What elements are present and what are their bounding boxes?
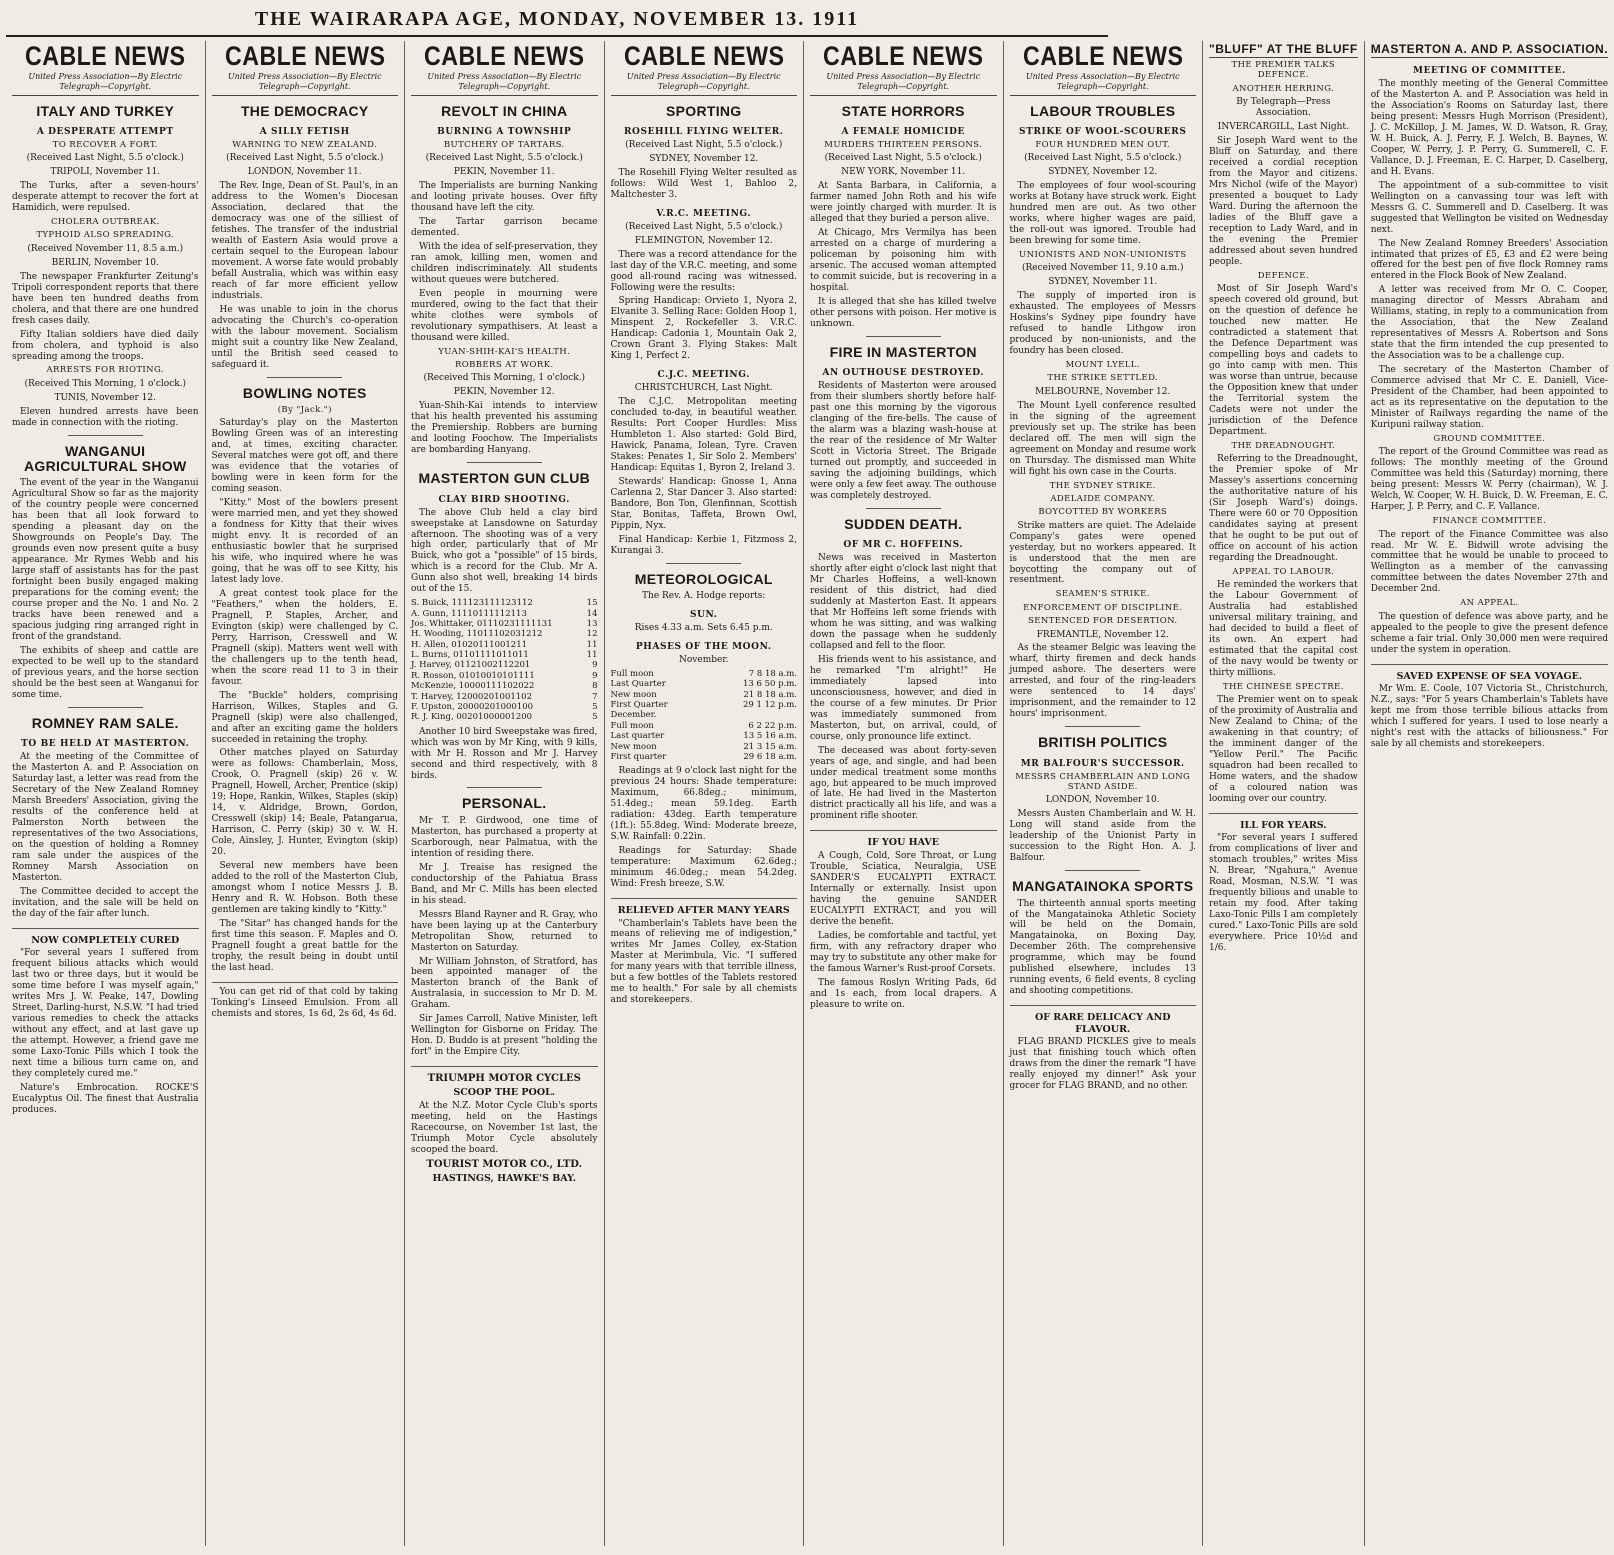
table-cell: 7 — [592, 691, 598, 702]
table-cell: 11 — [586, 639, 598, 650]
headline: ROMNEY RAM SALE. — [31, 714, 179, 731]
table-cell: 29 6 18 a.m. — [743, 751, 797, 762]
minor-heading: GROUND COMMITTEE. — [1433, 434, 1546, 444]
article-paragraph: FLAG BRAND PICKLES give to meals just that finishing touch which often draws from the diner the remark "I have really enjoyed my dinner!" Ask your grocer for FLAG BRAND, and no other. — [1009, 1037, 1196, 1092]
article-paragraph: The famous Roslyn Writing Pads, 6d and 1s each, from local drapers. A pleasure to write on. — [810, 977, 997, 1010]
headline: ITALY AND TURKEY — [36, 102, 175, 119]
table-cell: Jos. Whittaker, 01110231111131 — [411, 619, 553, 630]
article-paragraph: The report of the Finance Committee was also read. Mr W. E. Bidwill wrote advising the committee that he would be unable to proceed to Wellington as a member of the canvassing committee between the dates November 27th and December 2nd. — [1370, 529, 1609, 595]
table-row — [411, 619, 598, 629]
article-paragraph: Strike matters are quiet. The Adelaide Company's gates were opened yesterday, but no workers appeared. It is understood that the men are boycotting the company out of resentment. — [1009, 520, 1196, 586]
article-paragraph: The secretary of the Masterton Chamber of Commerce advised that Mr C. E. Daniell, Vice-President of the Chamber, had been appointed to act as its representative on the deputation to the Minister of Railways regarding the name of the Kuripuni railway station. — [1370, 365, 1609, 431]
column-grid — [6, 41, 1609, 1546]
column-1 — [6, 41, 206, 1546]
article-paragraph: You can get rid of that cold by taking Tonking's Linseed Emulsion. From all chemists and stores, 1s 6d, 2s 6d, 4s 6d. — [211, 986, 398, 1019]
article-paragraph: As the steamer Belgic was leaving the wharf, thirty firemen and deck hands jumped ashore. The deserters were arrested, and four of the ring-leaders were sentenced to 14 days' imprisonment, and the remainder to 12 hours' imprisonment. — [1009, 643, 1196, 720]
table-cell: New moon — [610, 689, 657, 700]
article-paragraph: The supply of imported iron is exhausted. The employees of Messrs Hoskins's Sydney pipe foundry have refused to handle Lithgow iron produced by non-unionists, and the foundry has been closed. — [1009, 291, 1196, 357]
subheadline: BURNING A TOWNSHIP — [437, 126, 572, 137]
minor-heading: ANOTHER HERRING. — [1232, 83, 1335, 94]
section-divider — [467, 787, 542, 788]
article-paragraph: Fifty Italian soldiers have died daily from cholera, and typhoid is also spreading among the troops. — [12, 329, 199, 362]
section-divider — [666, 563, 741, 564]
table-cell: First quarter — [610, 751, 667, 762]
table-cell: H. Allen, 01020111001211 — [411, 639, 528, 650]
section-divider — [866, 336, 941, 337]
table-cell: First Quarter — [610, 700, 668, 711]
ad-heading: OF RARE DELICACY AND FLAVOUR. — [1034, 1012, 1171, 1035]
table-row — [611, 690, 798, 700]
section-divider — [68, 707, 143, 708]
section-divider — [467, 462, 542, 463]
press-credit: United Press Association—By Electric Telegraph—Copyright. — [12, 72, 199, 96]
advertisement-divider — [1371, 664, 1608, 669]
minor-heading: BUTCHERY OF TARTARS. — [443, 139, 565, 150]
subheadline: CLAY BIRD SHOOTING. — [438, 494, 571, 505]
article-paragraph: Readings at 9 o'clock last night for the previous 24 hours: Shade temperature: Maximum, 66.8deg.; minimum, 51.4deg.; mean 59.1deg. Earth radiation: 43deg. Earth temperature (1ft.): 55.8deg. Wind: Moderate breeze, S.W. Rainfall: 0.22in. — [610, 766, 797, 843]
section-divider — [1065, 726, 1140, 727]
column-title: CABLE NEWS — [424, 41, 585, 71]
article-paragraph: "Kitty." Most of the bowlers present were married men, and yet they showed a fondness for Kitty that their wives might envy. It is recorded of an enthusiastic bowler that he surprised his wife, who inquired where he was going, that he was off to see Kitty, his latest lady love. — [211, 498, 398, 585]
article-paragraph: The Imperialists are burning Nanking and looting private houses. Over fifty thousand have left the city. — [411, 181, 598, 214]
table-cell: 13 5 16 a.m. — [743, 731, 797, 742]
dateline: PEKIN, November 11. — [453, 167, 555, 178]
article-paragraph: The Rosehill Flying Welter resulted as follows: Wild West 1, Bahloo 2, Maltchester 3. — [610, 167, 797, 200]
subheadline: A FEMALE HOMICIDE — [841, 126, 965, 137]
article-paragraph: He was unable to join in the chorus advocating the Church's co-operation with the labour movement. Socialism might suit a country like New Zealand, until the British seed ceased to safeguard it. — [211, 304, 398, 370]
table-cell: R. Rosson, 01010010101111 — [411, 670, 535, 681]
table-cell: Full moon — [610, 720, 654, 731]
table-row — [611, 679, 798, 689]
minor-heading: WARNING TO NEW ZEALAND. — [232, 139, 378, 150]
section-divider — [1065, 870, 1140, 871]
dateline: TUNIS, November 12. — [54, 392, 156, 403]
advertisement-divider — [12, 928, 199, 933]
dateline: (Received This Morning, 1 o'clock.) — [24, 378, 187, 389]
table-cell: Last quarter — [610, 731, 665, 742]
article-paragraph: With the idea of self-preservation, they ran amok, killing men, women and children indiscriminately. All students without queues were butchered. — [411, 242, 598, 285]
dateline: LONDON, November 11. — [247, 167, 362, 178]
article-paragraph: Final Handicap: Kerbie 1, Fitzmoss 2, Kurangai 3. — [610, 534, 797, 556]
headline: WANGANUI AGRICULTURAL SHOW — [24, 442, 187, 475]
article-paragraph: Mr J. Treaise has resigned the conductorship of the Pahiatua Brass Band, and Mr C. Mills has been elected in his stead. — [411, 862, 598, 906]
table-cell: A. Gunn, 11110111112113 — [411, 608, 527, 619]
article-paragraph: The appointment of a sub-committee to visit Wellington on a canvassing tour was left with Messrs G. C. Summerell and D. Caselberg. It was suggested that Wellington be visited on Wednesday next. — [1370, 180, 1609, 235]
headline: STATE HORRORS — [841, 102, 965, 119]
dateline: (Received Last Night, 5.5 o'clock.) — [1024, 153, 1182, 164]
column-7 — [1203, 41, 1365, 1546]
table-row — [611, 752, 798, 762]
dateline: (Received Last Night, 5.5 o'clock.) — [625, 139, 783, 150]
dateline: (Received Last Night, 5.5 o'clock.) — [625, 221, 783, 232]
headline: LABOUR TROUBLES — [1030, 102, 1176, 119]
ad-heading: RELIEVED AFTER MANY YEARS — [617, 904, 790, 916]
article-paragraph: The report of the Ground Committee was read as follows: The monthly meeting of the Ground Committee was held this (Saturday) morning, there being present: Messrs W. Perry (chairman), W. J. Welch, W. Cooper, W. H. Buick, D. W. Freeman, E. C. Harper, J. P. Perry, and C. F. Vallance. — [1370, 447, 1609, 513]
table-row — [411, 640, 598, 650]
minor-heading: MURDERS THIRTEEN PERSONS. — [824, 139, 983, 150]
headline: PERSONAL. — [462, 795, 547, 812]
subheadline: A DESPERATE ATTEMPT — [36, 126, 174, 137]
data-table — [411, 598, 598, 722]
subheadline: SUN. — [689, 610, 718, 621]
article-paragraph: The Tartar garrison became demented. — [411, 217, 598, 239]
minor-heading: THE PREMIER TALKS DEFENCE. — [1231, 60, 1336, 81]
headline: THE DEMOCRACY — [240, 102, 369, 119]
table-row — [611, 710, 798, 720]
headline: SUDDEN DEATH. — [844, 515, 963, 532]
table-cell: S. Buick, 111123111123112 — [411, 598, 533, 609]
minor-heading: (By "Jack.") — [277, 405, 332, 416]
column-8 — [1365, 41, 1614, 1546]
minor-heading: MESSRS CHAMBERLAIN AND LONG STAND ASIDE. — [1015, 771, 1191, 792]
article-paragraph: The employees of four wool-scouring works at Botany have struck work. Eight hundred men are out. As two other works, where higher wages are paid, the roll-out was ignored. Trouble had been brewing for some time. — [1009, 181, 1196, 246]
dateline: FREMANTLE, November 12. — [1036, 629, 1169, 640]
column-title: CABLE NEWS — [25, 41, 186, 71]
headline: SPORTING — [665, 102, 742, 119]
dateline: BERLIN, November 10. — [51, 257, 159, 268]
table-row — [411, 629, 598, 639]
article-paragraph: Even people in mourning were murdered, owing to the fact that their white clothes were symbols of revolutionary sympathisers. At least a thousand were killed. — [411, 288, 598, 343]
ad-heading: HASTINGS, HAWKE'S BAY. — [432, 1173, 577, 1185]
article-paragraph: Messrs Bland Rayner and R. Gray, who have been laying up at the Canterbury Metropolitan Show, returned to Masterton on Saturday. — [411, 909, 598, 953]
article-paragraph: The newspaper Frankfurter Zeitung's Tripoli correspondent reports that there have been ten hundred deaths from cholera, and that there are one hundred fresh cases daily. — [12, 271, 199, 326]
article-paragraph: Residents of Masterton were aroused from their slumbers shortly before half-past one this morning by the vigorous clanging of the fire-bells. The cause of the alarm was a blazing wash-house at the rear of the residence of Mr Walter Scott in Victoria Street. The Brigade turned out promptly, and succeeded in saving the adjoining buildings, which were only a few feet away. The outhouse was completely destroyed. — [810, 381, 997, 501]
table-cell: Last Quarter — [610, 679, 666, 690]
article-paragraph: A great contest took place for the "Feathers," when the holders, E. Pragnell, P. Staples, Archer, and Evington (skip) were challenged by C. Perry, Harrison, Cresswell and W. Pragnell (skip). Matters went well with the challengers up to the tenth head, when the score read 11 to 3 in their favour. — [211, 588, 398, 687]
article-paragraph: The exhibits of sheep and cattle are expected to be well up to the standard of previous years, and the horse section should be the best seen at Wanganui for some time. — [12, 646, 199, 700]
minor-heading: APPEAL TO LABOUR. — [1232, 566, 1335, 577]
article-paragraph: The "Sitar" has changed hands for the first time this season. F. Maples and O. Pragnell fought a great battle for the trophy, the result being in doubt until the last head. — [211, 919, 398, 973]
press-credit: United Press Association—By Electric Telegraph—Copyright. — [611, 72, 798, 96]
article-paragraph: The event of the year in the Wanganui Agricultural Show so far as the majority of the country people were concerned has been that all look forward to spending a pleasant day on the Showgrounds on People's Day. The grounds even now present quite a busy appearance. Mr Rymes Webb and his large staff of assistants has for the past fortnight been busily engaged making preparations for the coming event; the course proper and the No. 1 and No. 2 tracks have been renewed and a spacious judging ring arranged right in front of the grandstand. — [12, 478, 199, 643]
dateline: CHRISTCHURCH, Last Night. — [634, 383, 773, 394]
column-3 — [405, 41, 605, 1546]
dateline: November. — [679, 655, 729, 666]
article-paragraph: News was received in Masterton shortly after eight o'clock last night that Mr Charles Hoffeins, a well-known resident of this district, had died suddenly at Masterton East. It appears that Mr Hoffeins left some friends with whom he was sitting, and was walking down the passage when he suddenly collapsed and fell to the floor. — [810, 553, 997, 651]
article-paragraph: "For several years I suffered from frequent bilious attacks which would last two or three days, but it would be some time before I was myself again," writes Mrs J. W. Peake, 147, Dowling Street, Darling-hurst, N.S.W. "I had tried various remedies to check the attacks without any effect, and at last gave up the attempt. However, a friend gave me some Laxo-Tonic Pills which I took the next time a bilious turn came on, and they completely cured me." — [12, 948, 199, 1079]
minor-heading: FINANCE COMMITTEE. — [1432, 516, 1547, 527]
table-cell: 14 — [586, 608, 598, 619]
subheadline: OF MR C. HOFFEINS. — [843, 540, 964, 551]
article-paragraph: The New Zealand Romney Breeders' Association intimated that prizes of £5, £3 and £2 were being offered for the best pen of five flock Romney rams entered in the Flock Book of New Zealand. — [1370, 238, 1609, 282]
minor-heading: ADELAIDE COMPANY. — [1050, 493, 1156, 504]
table-cell: 21 3 15 a.m. — [743, 741, 797, 752]
subheadline: MR BALFOUR'S SUCCESSOR. — [1020, 758, 1185, 769]
headline: METEOROLOGICAL — [634, 570, 773, 587]
article-paragraph: The above Club held a clay bird sweepstake at Lansdowne on Saturday afternoon. The shooting was of a very high order, particularly that of Mr Buick, who got a "possible" of 15 birds, which is a record for the Club. Mr A. Gunn also shot well, breaking 14 birds out of the 15. — [411, 507, 598, 595]
table-row — [411, 712, 598, 722]
table-cell: 9 — [592, 670, 598, 681]
dateline: (Received Last Night, 5.5 o'clock.) — [824, 153, 982, 164]
table-cell: L. Burns, 01101111011011 — [411, 650, 529, 661]
subheadline: MEETING OF COMMITTEE. — [1413, 66, 1566, 76]
article-paragraph: It is alleged that she has killed twelve other persons with poison. Her motive is unknown. — [810, 296, 997, 329]
column-title: "BLUFF" AT THE BLUFF — [1209, 42, 1358, 56]
article-paragraph: Mr William Johnston, of Stratford, has been appointed manager of the Masterton branch of the Bank of Australasia, in succession to Mr D. M. Graham. — [411, 956, 598, 1011]
minor-heading: THE DREADNOUGHT. — [1231, 440, 1336, 451]
article-paragraph: The Premier went on to speak of the proximity of Australia and New Zealand to China; of the awakening in that country; of the imminent danger of the "Yellow Peril." The Pacific squadron had been recalled to Home waters, and the shadow of a coloured nation was looming over our country. — [1209, 695, 1358, 804]
advertisement-divider — [1209, 813, 1358, 818]
article-paragraph: Ladies, be comfortable and tactful, yet firm, with any refractory draper who may try to substitute any other make for the famous Warner's Rust-proof Corsets. — [810, 930, 997, 974]
table-cell: 11 — [586, 650, 598, 661]
article-paragraph: Several new members have been added to the roll of the Masterton Club, amongst whom I notice Messrs J. B. Henry and R. W. Hobson. Both these gentlemen are taking kindly to "Kitty." — [211, 861, 398, 916]
article-paragraph: The Turks, after a seven-hours' desperate attempt to recover the fort at Hamidich, were repulsed. — [12, 181, 199, 214]
subheadline: V.R.C. MEETING. — [656, 208, 752, 219]
article-paragraph: The thirteenth annual sports meeting of the Mangatainoka Athletic Society will be held on the Domain, Mangatainoka, on Boxing Day, December 26th. The comprehensive programme, which may be found published elsewhere, includes 13 running events, 6 field events, 8 cycling and shooting competitions. — [1009, 898, 1196, 997]
advertisement-divider — [1010, 1005, 1197, 1010]
table-cell: 12 — [586, 629, 598, 640]
section-divider — [866, 508, 941, 509]
table-row — [611, 742, 798, 752]
minor-heading: FOUR HUNDRED MEN OUT. — [1035, 139, 1171, 150]
minor-heading: BOYCOTTED BY WORKERS — [1038, 507, 1168, 518]
minor-heading: TYPHOID ALSO SPREADING. — [36, 230, 175, 241]
article-paragraph: At Chicago, Mrs Vermilya has been arrested on a charge of murdering a policeman by poisoning him with arsenic. The accused woman attempted to commit suicide, but is recovering in a hospital. — [810, 228, 997, 293]
article-paragraph: At the meeting of the Committee of the Masterton A. and P. Association on Saturday last, a letter was read from the Secretary of the New Zealand Romney Marsh Breeders' Association, giving the results of the conference held at Palmerston North between the representatives of the two Associations, on the question of holding a Romney ram sale under the auspices of the Romney Marsh Association on Masterton. — [12, 752, 199, 883]
table-cell: H. Wooding, 11011102031212 — [411, 629, 543, 640]
article-paragraph: Nature's Embrocation. ROCKE'S Eucalyptus Oil. The finest that Australia produces. — [12, 1082, 199, 1115]
headline: MANGATAINOKA SPORTS — [1012, 878, 1194, 895]
article-paragraph: Readings for Saturday: Shade temperature: Maximum 62.6deg.; minimum 46.0deg.; mean 54.2deg. Wind: Fresh breeze, S.W. — [610, 846, 797, 889]
article-paragraph: Sir James Carroll, Native Minister, left Wellington for Gisborne on Friday. The Hon. D. Buddo is at present "holding the fort" in the Empire City. — [411, 1014, 598, 1058]
article-paragraph: Mr T. P. Girdwood, one time of Masterton, has purchased a property at Scarborough, near Palmatua, with the intention of residing there. — [411, 815, 598, 859]
minor-heading: SENTENCED FOR DESERTION. — [1028, 616, 1178, 627]
press-credit: United Press Association—By Electric Telegraph—Copyright. — [1010, 72, 1197, 96]
advertisement-divider — [810, 830, 997, 835]
column-5 — [804, 41, 1004, 1546]
ad-title: TRIUMPH MOTOR CYCLES — [427, 1073, 581, 1085]
article-paragraph: At the N.Z. Motor Cycle Club's sports meeting, held on the Hastings Racecourse, on November 1st last, the Triumph Motor Cycle absolutely scooped the board. — [411, 1100, 598, 1155]
article-paragraph: "For several years I suffered from complications of liver and stomach troubles," writes Miss N. Brear, "Ngahura," Avenue Road, Mosman, N.S.W. "I was frequently bilious and unable to retain my food. After taking Laxo-Tonic Pills I am completely cured." Laxo-Tonic Pills are sold everywhere. Price 10½d and 1/6. — [1209, 833, 1358, 953]
column-4 — [605, 41, 805, 1546]
table-cell: R. J. King, 00201000001200 — [411, 712, 533, 723]
section-divider — [68, 435, 143, 436]
dateline: LONDON, November 10. — [1045, 795, 1160, 806]
table-row — [411, 702, 598, 712]
column-title: CABLE NEWS — [823, 41, 984, 71]
article-paragraph: He reminded the workers that the Labour Government of Australia had established universal military training, and had decided to build a fleet of its own. An expert had estimated that the capital cost of the navy would be twenty or thirty millions. — [1209, 579, 1358, 678]
headline: MASTERTON GUN CLUB — [418, 470, 591, 487]
minor-heading: ENFORCEMENT OF DISCIPLINE. — [1023, 602, 1183, 613]
article-paragraph: The monthly meeting of the General Committee of the Masterton A. and P. Association was held in the Association's Rooms on Saturday last, there being present: Messrs Hugh Morrison (President), J. C. McKillop, J. M. James, W. D. Watson, R. Gray, W. H. Buick, A. J. Perry, F. J. Welch, B. Baynes, W. Cooper, W. Perry, J. P. Perry, G. Summerell, C. F. Vallance, D. J. Freeman, E. C. Harper, D. Caselberg, and H. Evans. — [1370, 78, 1609, 177]
column-title: CABLE NEWS — [224, 41, 385, 71]
table-row — [411, 598, 598, 608]
table-cell — [706, 710, 797, 720]
minor-heading: THE SYDNEY STRIKE. — [1049, 480, 1156, 491]
column-title: CABLE NEWS — [623, 41, 784, 71]
advertisement-divider — [411, 1066, 598, 1071]
article-paragraph: A letter was received from Mr O. C. Cooper, managing director of Messrs Abraham and Williams, stating, in reply to a communication from the Association, that the New Zealand representatives of Messrs A. Robertson and Sons state that the firm intended the cup presented to the Association was to be a challenge cup. — [1370, 285, 1609, 362]
table-row — [611, 669, 798, 679]
minor-heading: UNIONISTS AND NON-UNIONISTS — [1019, 249, 1187, 260]
minor-heading: MOUNT LYELL. — [1065, 360, 1140, 371]
column-2 — [206, 41, 406, 1546]
subheadline: A SILLY FETISH — [259, 126, 350, 137]
dateline: SYDNEY, November 12. — [1048, 167, 1158, 178]
headline: REVOLT IN CHINA — [441, 102, 568, 119]
subheadline: PHASES OF THE MOON. — [635, 642, 772, 653]
table-cell: 6 2 22 p.m. — [748, 720, 797, 731]
dateline: (Received November 11, 9.10 a.m.) — [1021, 263, 1184, 274]
article-paragraph: The "Buckle" holders, comprising Harrison, Wilkes, Staples and G. Pragnell (skip) were also challenged, and after an exciting game the holders succeeded in retaining the trophy. — [211, 690, 398, 745]
subheadline: ROSEHILL FLYING WELTER. — [623, 126, 784, 137]
article-paragraph: Another 10 bird Sweepstake was fired, which was won by Mr King, with 9 kills, with Mr H. Rosson and Mr J. Harvey second and third respectively, with 8 birds. — [411, 726, 598, 781]
dateline: SYDNEY, November 12. — [649, 153, 759, 164]
ad-heading: NOW COMPLETELY CURED — [31, 934, 180, 946]
headline: BRITISH POLITICS — [1038, 734, 1168, 751]
headline: FIRE IN MASTERTON — [829, 343, 977, 360]
dateline: (Received Last Night, 5.5 o'clock.) — [425, 153, 583, 164]
article-paragraph: The C.J.C. Metropolitan meeting concluded to-day, in beautiful weather. Results: Port Cooper Hurdles: Miss Humbleton 1. Also started: Gold Bird, Hawick, Panama, Iolean, Tyre. Craven Stakes: Penates 1, Sir Solo 2. Members' Handicap: Equitas 1, Byron 2, Ireland 3. — [610, 397, 797, 474]
article-paragraph: Mr Wm. E. Coole, 107 Victoria St., Christchurch, N.Z., says: "For 5 years Chamberlain's Tablets have kept me from those terrible bilious attacks from which I suffered for years. I used to lose nearly a night's rest with the attacks of biliousness." For sale by all chemists and storekeepers. — [1370, 684, 1609, 749]
minor-heading: CHOLERA OUTBREAK. — [50, 217, 160, 228]
article-paragraph: A Cough, Cold, Sore Throat, or Lung Trouble, Sciatica, Neuralgia, USE SANDER'S EUCALYPTI EXTRACT. Internally or externally. Insist upon having the genuine SANDER EUCALYPTI EXTRACT, and you will derive the benefit. — [810, 850, 997, 927]
dateline: By Telegraph—Press Association. — [1236, 97, 1331, 119]
table-cell: 9 — [592, 660, 598, 671]
table-cell: 5 — [592, 712, 598, 723]
press-credit: United Press Association—By Electric Telegraph—Copyright. — [212, 72, 399, 96]
article-paragraph: Sir Joseph Ward went to the Bluff on Saturday, and there received a cordial reception from the Mayor and citizens. Mrs Nichol (wife of the Mayor) presented a bouquet to Lady Ward. During the afternoon the ladies of the Bluff gave a reception to Lady Ward, and in the evening the Premier addressed about seven hundred people. — [1209, 135, 1358, 267]
ad-heading: IF YOU HAVE — [867, 837, 939, 849]
press-credit: United Press Association—By Electric Telegraph—Copyright. — [411, 72, 598, 96]
article-paragraph: "Chamberlain's Tablets have been the means of relieving me of indigestion," writes Mr James Colley, ex-Station Master at Merimbula, Vic. "I suffered for many years with that terrible illness, but a few bottles of the Tablets restored me to health." For sale by all chemists and storekeepers. — [610, 918, 797, 1006]
table-cell: T. Harvey, 12000201001102 — [411, 691, 532, 702]
minor-heading: THE STRIKE SETTLED. — [1047, 373, 1159, 384]
column-6 — [1004, 41, 1204, 1546]
subheadline: TO BE HELD AT MASTERTON. — [21, 739, 190, 750]
dateline: TRIPOLI, November 11. — [50, 167, 161, 178]
table-cell: New moon — [610, 741, 657, 752]
table-cell: 13 6 50 p.m. — [742, 679, 797, 690]
table-cell: Full moon — [610, 669, 654, 680]
advertisement-divider — [611, 898, 798, 903]
article-paragraph: The deceased was about forty-seven years of age, and single, and had been under medical treatment some months ago, but appeared to be much improved of late. He had lived in the Masterton district practically all his life, and was a prominent rifle shooter. — [810, 745, 997, 822]
data-table — [611, 669, 798, 762]
minor-heading: ROBBERS AT WORK. — [454, 360, 554, 371]
dateline: (Received This Morning, 1 o'clock.) — [423, 373, 586, 384]
ad-heading: SAVED EXPENSE OF SEA VOYAGE. — [1396, 670, 1583, 682]
masthead-title: THE WAIRARAPA AGE, MONDAY, NOVEMBER 13. 1911 — [6, 6, 1108, 37]
table-cell: 21 8 18 a.m. — [743, 689, 797, 700]
table-row — [611, 700, 798, 710]
table-row — [611, 721, 798, 731]
subheadline: C.J.C. MEETING. — [657, 370, 750, 381]
table-cell: 5 — [592, 701, 598, 712]
article-paragraph: Referring to the Dreadnought, the Premier spoke of Mr Massey's assertions concerning the authoritative nature of his (Sir Joseph Ward's) doings. There were 60 or 70 Opposition candidates saying at present that he ought to be put out of office on account of his action regarding the Dreadnought. — [1209, 453, 1358, 563]
article-paragraph: His friends went to his assistance, and he remarked "I'm alright!" He immediately lapsed into unconsciousness, however, and died in the course of a few minutes. Dr Prior was immediately summoned from Masterton, but, on arrival, could, of course, only pronounce life extinct. — [810, 654, 997, 742]
article-paragraph: Messrs Austen Chamberlain and W. H. Long will stand aside from the leadership of the Unionist Party in succession to the Right Hon. A. J. Balfour. — [1009, 809, 1196, 864]
dateline: NEW YORK, November 11. — [841, 167, 966, 178]
dateline: MELBOURNE, November 12. — [1035, 386, 1171, 397]
article-paragraph: Yuan-Shih-Kai intends to interview that his health prevented his assuming the Premiership. Robbers are burning and looting Foochow. The Imperialists are bombarding Hanyang. — [411, 401, 598, 456]
article-paragraph: Saturday's play on the Masterton Bowling Green was of an interesting and, at times, exciting character. Several matches were got off, and there was evidence that the votaries of bowling were in keen form for the coming season. — [211, 418, 398, 495]
dateline: (Received Last Night, 5.5 o'clock.) — [26, 153, 184, 164]
minor-heading: DEFENCE. — [1257, 270, 1309, 281]
table-row — [411, 609, 598, 619]
subheadline: STRIKE OF WOOL-SCOURERS — [1019, 126, 1187, 137]
article-paragraph: At Santa Barbara, in California, a farmer named John Roth and his wife were jointly charged with murder. It is alleged that they buried a person alive. — [810, 181, 997, 225]
table-row — [611, 731, 798, 741]
ad-title: TOURIST MOTOR CO., LTD. — [426, 1158, 583, 1170]
subheadline: AN OUTHOUSE DESTROYED. — [822, 368, 985, 379]
column-title: CABLE NEWS — [1022, 41, 1183, 71]
article-paragraph: There was a record attendance for the last day of the V.R.C. meeting, and some good all-round racing was witnessed. Following were the results: — [610, 249, 797, 293]
ad-heading: SCOOP THE POOL. — [453, 1087, 556, 1099]
table-cell: J. Harvey, 01121002112201 — [411, 660, 531, 671]
table-row — [411, 681, 598, 691]
press-credit: United Press Association—By Electric Telegraph—Copyright. — [810, 72, 997, 96]
table-row — [411, 692, 598, 702]
column-title: MASTERTON A. AND P. ASSOCIATION. — [1370, 42, 1609, 56]
section-divider — [267, 377, 342, 378]
table-cell: 13 — [586, 619, 598, 630]
table-row — [411, 660, 598, 670]
dateline: (Received November 11, 8.5 a.m.) — [27, 243, 184, 254]
article-paragraph: The Committee decided to accept the invitation, and the sale will be held on the day of the fair after lunch. — [12, 886, 199, 919]
dateline: FLEMINGTON, November 12. — [634, 235, 773, 246]
article-paragraph: Spring Handicap: Orvieto 1, Nyora 2, Elvanite 3. Selling Race: Golden Hoop 1, Minspent 2, Rockefeller 3. V.R.C. Handicap: Cadonia 1, Mountain Oak 2, Crown Grant 3. Flying Stakes: Malt King 1, Perfect 2. — [610, 296, 797, 362]
table-cell: McKenzie, 10000111102022 — [411, 681, 535, 692]
table-cell: 7 8 18 a.m. — [748, 669, 797, 680]
dateline: SYDNEY, November 11. — [1048, 277, 1158, 288]
table-cell: 8 — [592, 681, 598, 692]
table-row — [411, 671, 598, 681]
dateline: Rises 4.33 a.m. Sets 6.45 p.m. — [634, 623, 773, 634]
article-paragraph: Eleven hundred arrests have been made in connection with the rioting. — [12, 406, 199, 428]
minor-heading: THE CHINESE SPECTRE. — [1222, 681, 1344, 692]
dateline: PEKIN, November 12. — [453, 387, 555, 398]
dateline: (Received Last Night, 5.5 o'clock.) — [226, 153, 384, 164]
article-paragraph: Other matches played on Saturday were as follows: Chamberlain, Moss, Crook, O. Pragnell (skip) 26 v. W. Pragnell, Howell, Archer, Prentice (skip) 19; Hope, Rankin, Wilkes, Staples (skip) 14, v. Aldridge, Brown, Gordon, Cresswell (skip) 14; Beale, Patangarua, Harrison, C. Perry (skip) 30 v. W. H. Cole, Ainsley, J. Hunter, Evington (skip) 20. — [211, 748, 398, 858]
article-paragraph: The Rev. Inge, Dean of St. Paul's, in an address to the Women's Diocesan Association, declared that the democracy was one of the silliest of fetishes. The transfer of the industrial wealth of Eastern Asia would prove a certain sequel to the European labour movement. A worse fate would probably befall Australia, which was within easy reach of far more efficient yellow industrials. — [211, 181, 398, 301]
ad-heading: ILL FOR YEARS. — [1240, 819, 1327, 831]
headline: BOWLING NOTES — [242, 384, 367, 401]
dateline: The Rev. A. Hodge reports: — [642, 591, 766, 602]
article-paragraph: Stewards' Handicap: Gnosse 1, Anna Carlenna 2, Star Dancer 3. Also started: Bandore, Bon Ton, Glenfinnan, Scottish Star, Bonitas, Taffeta, Brown Owl, Pippin, Nyx. — [610, 477, 797, 531]
article-paragraph: The question of defence was above party, and he appealed to the people to give the present defence scheme a fair trial. Only 30,000 men were required under the system in operation. — [1370, 611, 1609, 655]
table-cell: 29 1 12 p.m. — [742, 700, 797, 711]
table-row — [411, 650, 598, 660]
dateline: INVERCARGILL, Last Night. — [1217, 122, 1349, 133]
table-cell: F. Upston, 20000201000100 — [411, 701, 534, 712]
minor-heading: SEAMEN'S STRIKE. — [1055, 589, 1150, 600]
minor-heading: AN APPEAL. — [1460, 598, 1519, 609]
article-paragraph: The Mount Lyell conference resulted in the signing of the agreement previously set up. The strike has been declared off. The men will sign the agreement on Monday and resume work on Thursday. The dismissed man White will fight his own case in the Courts. — [1009, 400, 1196, 477]
minor-heading: TO RECOVER A FORT. — [52, 139, 158, 150]
minor-heading: ARRESTS FOR RIOTING. — [46, 365, 164, 376]
table-cell: 15 — [586, 598, 598, 609]
minor-heading: YUAN-SHIH-KAI'S HEALTH. — [438, 346, 571, 357]
table-cell: December. — [610, 710, 657, 721]
article-paragraph: Most of Sir Joseph Ward's speech covered old ground, but on the question of defence he touched new matter. He contradicted a statement that the Defence Department was compelling boys and cadets to go into camp with men. This was worse than untrue, because the Opposition knew that under the Territorial system the Cadets were not under the jurisdiction of the Defence Department. — [1209, 283, 1358, 437]
